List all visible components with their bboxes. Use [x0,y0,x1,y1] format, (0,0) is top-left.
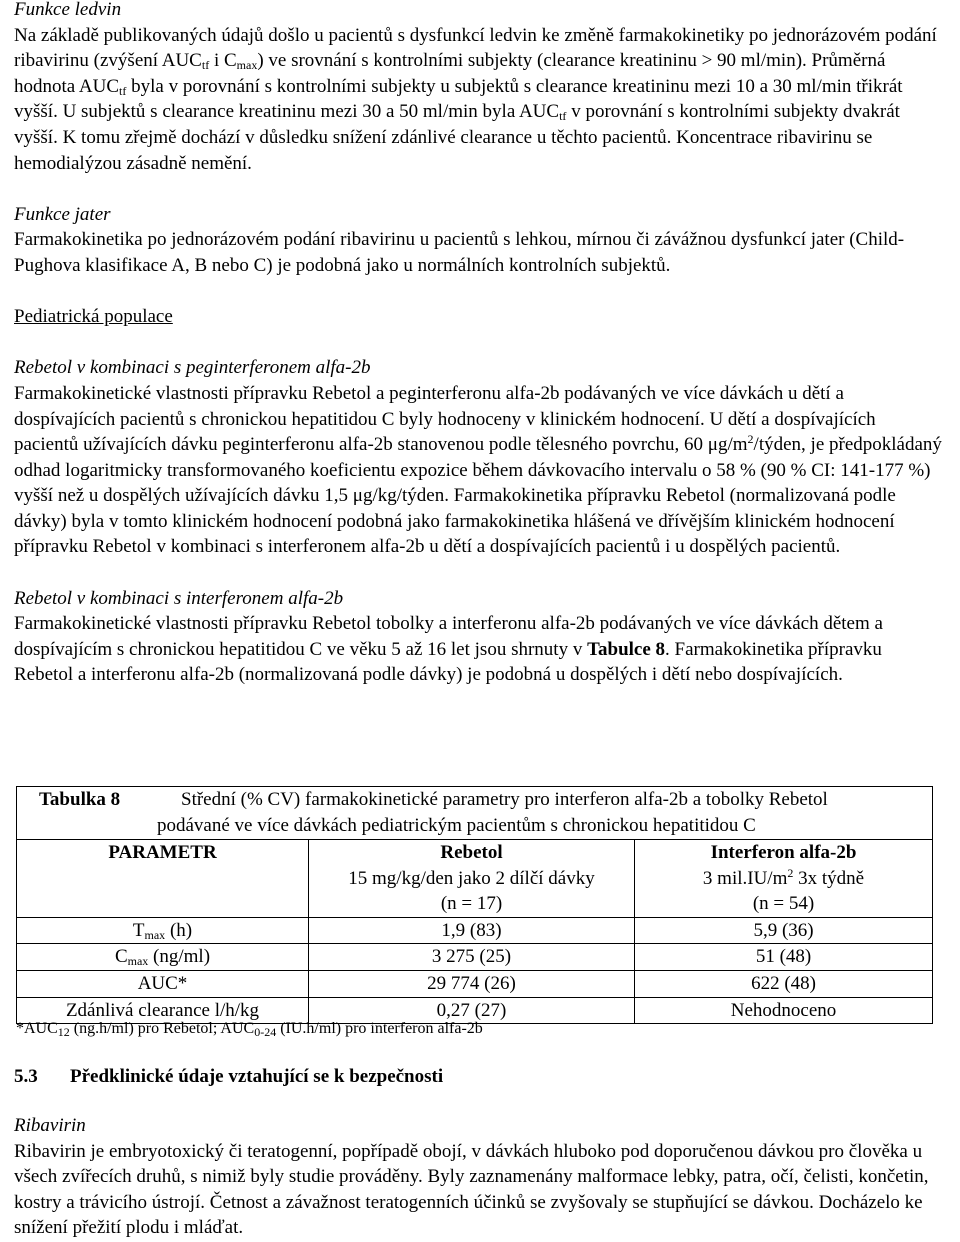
header-rebetol: Rebetol 15 mg/kg/den jako 2 dílčí dávky (n = 17) [309,840,635,918]
peg-paragraph: Farmakokinetické vlastnosti přípravku Rebetol a peginterferonu alfa-2b podávaných ve více dávkách u dětí a dospívajících pacientů s chronickou hepatitidou C byly hodnoceny v klinickém hodnocení. U dětí a dospívajících pacientů užívajících dávku peginterferonu alfa-2b stanovenou podle tělesného povrchu, 60 $\mu g/m^2$/týden, je předpokládaný odhad logaritmicky transformovaného koeficientu expozice během dávkovacího intervalu o 58 % (90 % CI: 141-177 %) vyšší než u dospělých užívajících dávku 1,5 μg/kg/týden. Farmakokinetika přípravku Rebetol (normalizovaná podle dávky) byla v tomto klinickém hodnocení podobná jako farmakokinetika hlášená ve dřívějším klinickém hodnocení přípravku Rebetol v kombinaci s interferonem alfa-2b u dětí a dospívajících pacientů i u dospělých pacientů. [14,382,942,558]
table-row: Zdánlivá clearance l/h/kg 0,27 (27) Nehodnoceno [17,997,933,1024]
ifn-heading: Rebetol v kombinaci s interferonem alfa-2b [14,587,344,609]
header-parametr: PARAMETR [17,840,309,918]
kidney-paragraph: Na základě publikovaných údajů došlo u pacientů s dysfunkcí ledvin ke změně farmakokinetiky po jednorázovém podání ribavirinu (zvýšení $AUC_{tf}$ i $C_{max}$) ve srovnání s kontrolními subjekty (clearance kreatininu > 90 ml/min). Průměrná hodnota $AUC_{tf}$ byla v porovnání s kontrolními subjekty u subjektů s clearance kreatininu mezi 10 a 30 ml/min třikrát vyšší. U subjektů s clearance kreatininu mezi 30 a 50 ml/min byla $AUC_{tf}$ v porovnání s kontrolními subjekty dvakrát vyšší. K tomu zřejmě dochází v důsledku snížení zdánlivé clearance u těchto pacientů. Koncentrace ribavirinu se hemodialýzou zásadně nemění. [14,24,937,174]
pediatric-heading: Pediatrická populace [14,306,173,328]
section-heading: 5.3 Předklinické údaje vztahující se k bezpečnosti [14,1066,444,1087]
pk-table [16,786,933,1024]
ribavirin-section [14,1113,944,1241]
peg-heading: Rebetol v kombinaci s peginterferonem alfa-2b [14,357,371,379]
table-header-row [17,840,933,918]
header-interferon: Interferon alfa-2b 3 $mil.IU/m^2$ 3x týdně (n = 54) [635,840,933,918]
table-caption: Tabulka 8 Střední (% CV) farmakokinetické parametry pro interferon alfa-2b a tobolky Rebetol podávané ve více dávkách pediatrickým pacientům s chronickou hepatitidou C [17,787,933,840]
table-label: Tabulka 8 [39,789,121,810]
liver-paragraph: Farmakokinetika po jednorázovém podání ribavirinu u pacientů s lehkou, mírnou či závážnou dysfunkcí jater (Child-Pughova klasifikace A, B nebo C) je podobná jako u normálních kontrolních subjektů. [14,229,905,276]
document-body [14,0,944,688]
table-row: $T_{max}$ (h) 1,9 (83) 5,9 (36) [17,917,933,944]
ribavirin-paragraph: Ribavirin je embryotoxický či teratogenní, popřípadě obojí, v dávkách hluboko pod doporučenou dávkou pro člověka u všech zvířecích druhů, s nimiž byly studie prováděny. Byly zaznamenány malformace lebky, patra, očí, čelisti, končetin, kostry a trávicího ústrojí. Četnost a závažnost teratogenních účinků se zvyšovaly se stupňující se dávkou. Docházelo ke snížení přežití plodu i mláďat. [14,1140,929,1239]
table-footnote: $*AUC_{12}$ (ng.h/ml) pro Rebetol; $AUC_{0-24}$ (IU.h/ml) pro interferon alfa-2b [16,1020,483,1039]
table-row: AUC* 29 774 (26) 622 (48) [17,970,933,997]
liver-heading: Funkce jater [14,203,111,225]
ifn-paragraph: Farmakokinetické vlastnosti přípravku Rebetol tobolky a interferonu alfa-2b podávaných ve více dávkách dětem a dospívajícím s chronickou hepatitidou C ve věku 5 až 16 let jsou shrnuty v Tabulce 8. Farmakokinetika přípravku Rebetol a interferonu alfa-2b (normalizovaná podle dávky) je podobná u dospělých i dětí nebo dospívajících. [14,613,883,686]
table-row: $C_{max}$ (ng/ml) 3 275 (25) 51 (48) [17,944,933,971]
kidney-heading: Funkce ledvin [14,0,122,20]
ribavirin-heading: Ribavirin [14,1115,86,1136]
